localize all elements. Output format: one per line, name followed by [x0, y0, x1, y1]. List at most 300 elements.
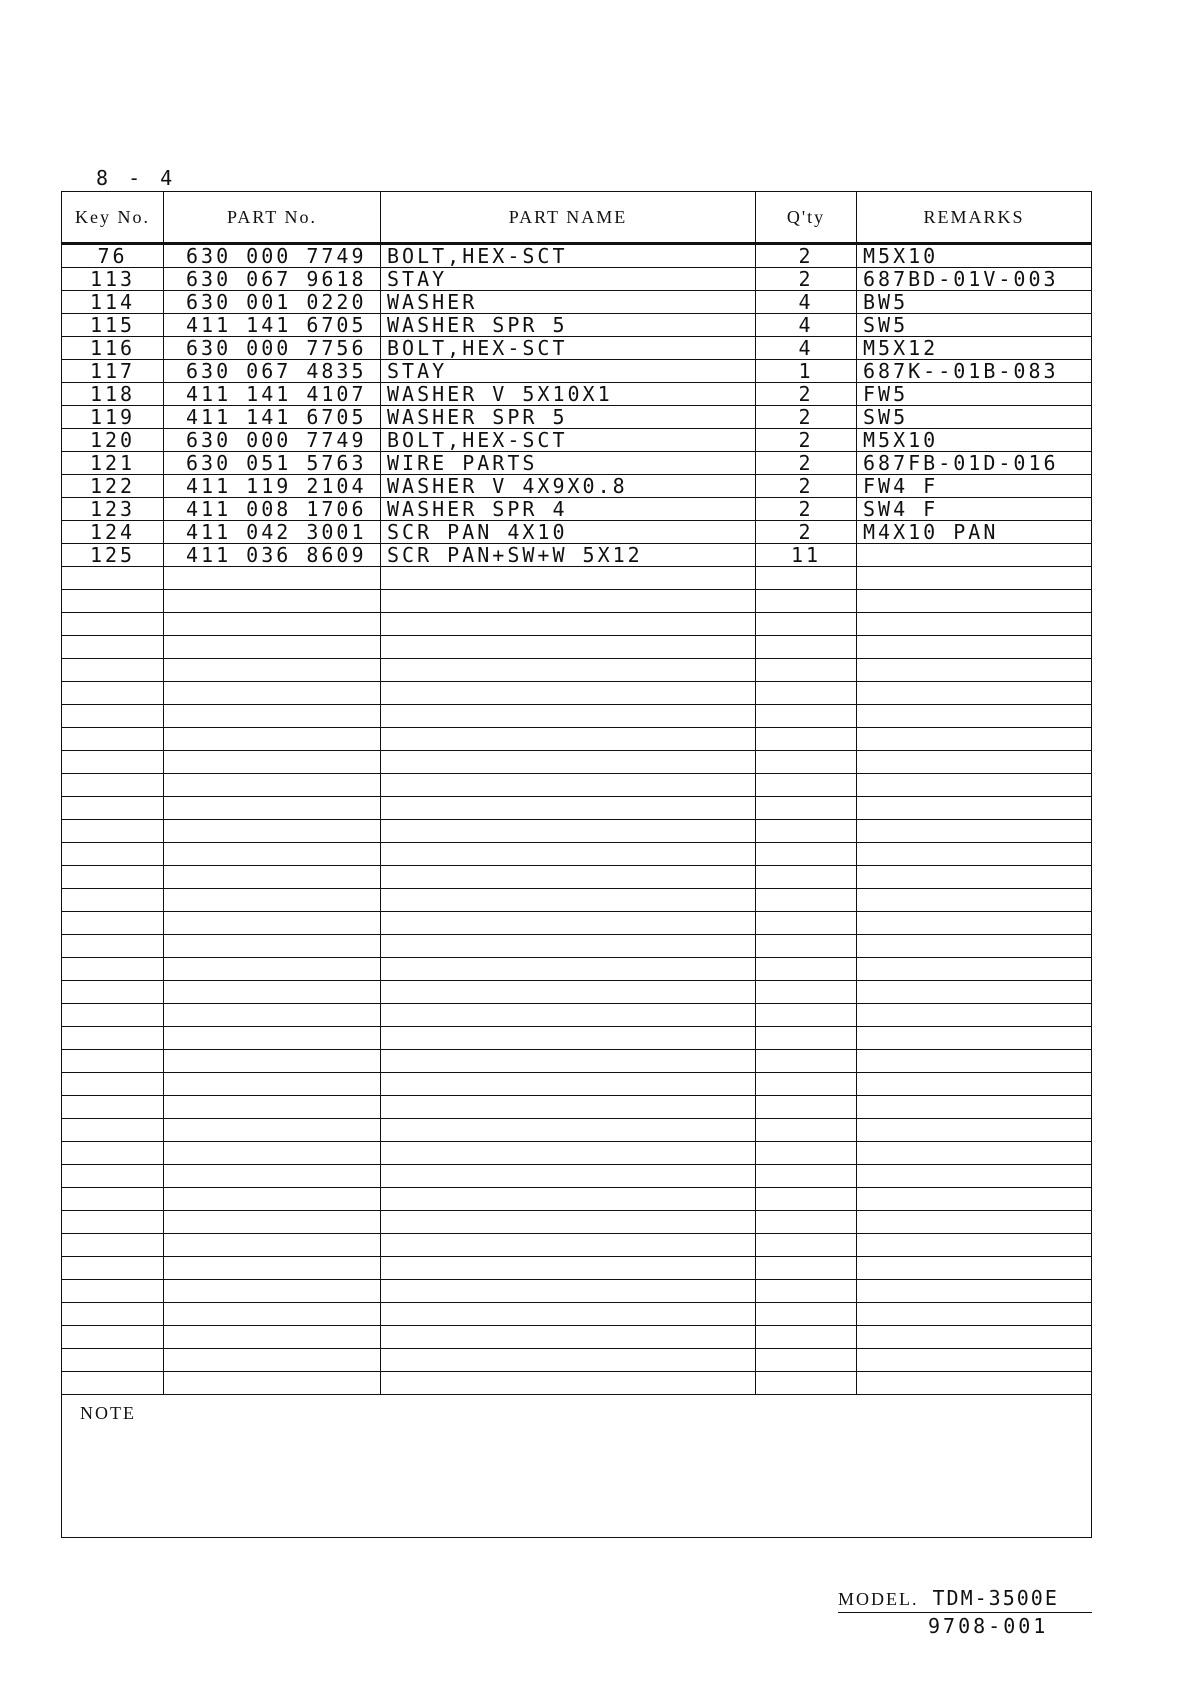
- cell-quantity-empty: [756, 889, 857, 912]
- cell-part-no-empty: [164, 728, 381, 751]
- cell-part-name-empty: [381, 1234, 756, 1257]
- cell-part-name: WASHER SPR 5: [381, 314, 756, 337]
- cell-quantity: 11: [756, 544, 857, 567]
- cell-part-name-empty: [381, 1165, 756, 1188]
- cell-quantity-empty: [756, 1165, 857, 1188]
- empty-table-row: [62, 1119, 1092, 1142]
- cell-quantity-empty: [756, 935, 857, 958]
- cell-part-name-empty: [381, 1349, 756, 1372]
- cell-part-name-empty: [381, 797, 756, 820]
- cell-part-no-empty: [164, 1119, 381, 1142]
- cell-quantity: 4: [756, 337, 857, 360]
- cell-part-name: SCR PAN 4X10: [381, 521, 756, 544]
- empty-table-row: [62, 590, 1092, 613]
- cell-remarks: M5X10: [857, 244, 1092, 268]
- header-part-no: PART No.: [164, 192, 381, 244]
- cell-part-name-empty: [381, 636, 756, 659]
- cell-quantity-empty: [756, 567, 857, 590]
- cell-remarks-empty: [857, 1004, 1092, 1027]
- cell-part-no: 630 000 7749: [164, 244, 381, 268]
- cell-remarks: M5X10: [857, 429, 1092, 452]
- cell-remarks: [857, 544, 1092, 567]
- cell-remarks-empty: [857, 1142, 1092, 1165]
- cell-remarks-empty: [857, 1188, 1092, 1211]
- header-quantity: Q'ty: [756, 192, 857, 244]
- cell-remarks: FW4 F: [857, 475, 1092, 498]
- cell-part-name-empty: [381, 1004, 756, 1027]
- cell-remarks-empty: [857, 1211, 1092, 1234]
- empty-table-row: [62, 636, 1092, 659]
- cell-part-name-empty: [381, 1257, 756, 1280]
- cell-quantity-empty: [756, 912, 857, 935]
- empty-table-row: [62, 682, 1092, 705]
- page-number: 8 - 4: [96, 166, 177, 190]
- cell-part-no-empty: [164, 1027, 381, 1050]
- empty-table-row: [62, 843, 1092, 866]
- cell-part-no-empty: [164, 590, 381, 613]
- cell-quantity-empty: [756, 728, 857, 751]
- cell-part-name: BOLT,HEX-SCT: [381, 337, 756, 360]
- cell-part-no-empty: [164, 843, 381, 866]
- cell-key-no-empty: [62, 1165, 164, 1188]
- cell-quantity-empty: [756, 1096, 857, 1119]
- cell-quantity-empty: [756, 820, 857, 843]
- cell-part-name-empty: [381, 613, 756, 636]
- cell-part-no-empty: [164, 567, 381, 590]
- cell-quantity-empty: [756, 1211, 857, 1234]
- empty-table-row: [62, 1073, 1092, 1096]
- cell-part-no-empty: [164, 797, 381, 820]
- cell-remarks-empty: [857, 636, 1092, 659]
- empty-table-row: [62, 567, 1092, 590]
- table-row: [62, 268, 1092, 291]
- cell-part-no: 630 067 4835: [164, 360, 381, 383]
- cell-key-no-empty: [62, 935, 164, 958]
- cell-key-no: 76: [62, 244, 164, 268]
- cell-key-no: 123: [62, 498, 164, 521]
- cell-part-name-empty: [381, 590, 756, 613]
- cell-part-name-empty: [381, 958, 756, 981]
- cell-part-no-empty: [164, 1257, 381, 1280]
- cell-key-no-empty: [62, 958, 164, 981]
- table-row: [62, 314, 1092, 337]
- cell-remarks-empty: [857, 751, 1092, 774]
- cell-remarks-empty: [857, 1096, 1092, 1119]
- table-row: [62, 452, 1092, 475]
- cell-quantity-empty: [756, 1372, 857, 1395]
- cell-key-no: 113: [62, 268, 164, 291]
- cell-remarks-empty: [857, 1119, 1092, 1142]
- cell-part-no-empty: [164, 774, 381, 797]
- cell-part-name-empty: [381, 981, 756, 1004]
- cell-key-no-empty: [62, 1372, 164, 1395]
- cell-key-no-empty: [62, 728, 164, 751]
- cell-part-no-empty: [164, 1280, 381, 1303]
- cell-part-no-empty: [164, 1349, 381, 1372]
- cell-part-no-empty: [164, 659, 381, 682]
- cell-part-no-empty: [164, 912, 381, 935]
- cell-remarks-empty: [857, 981, 1092, 1004]
- cell-quantity-empty: [756, 1257, 857, 1280]
- cell-quantity-empty: [756, 682, 857, 705]
- empty-table-row: [62, 912, 1092, 935]
- cell-quantity-empty: [756, 659, 857, 682]
- cell-part-no-empty: [164, 1004, 381, 1027]
- cell-key-no: 118: [62, 383, 164, 406]
- cell-key-no-empty: [62, 1303, 164, 1326]
- cell-key-no-empty: [62, 1257, 164, 1280]
- footer-model: [838, 1586, 1092, 1613]
- header-remarks: REMARKS: [857, 192, 1092, 244]
- cell-remarks-empty: [857, 728, 1092, 751]
- cell-remarks-empty: [857, 935, 1092, 958]
- cell-part-no: 630 001 0220: [164, 291, 381, 314]
- parts-table-body: [62, 244, 1092, 1395]
- cell-part-name-empty: [381, 935, 756, 958]
- cell-remarks-empty: [857, 590, 1092, 613]
- cell-key-no: 116: [62, 337, 164, 360]
- cell-part-no-empty: [164, 1073, 381, 1096]
- cell-remarks-empty: [857, 682, 1092, 705]
- cell-remarks-empty: [857, 1234, 1092, 1257]
- cell-quantity: 2: [756, 498, 857, 521]
- empty-table-row: [62, 1096, 1092, 1119]
- cell-key-no-empty: [62, 1004, 164, 1027]
- cell-remarks-empty: [857, 1027, 1092, 1050]
- cell-part-name-empty: [381, 843, 756, 866]
- cell-remarks-empty: [857, 567, 1092, 590]
- cell-key-no: 120: [62, 429, 164, 452]
- cell-quantity: 4: [756, 291, 857, 314]
- cell-quantity-empty: [756, 590, 857, 613]
- cell-key-no-empty: [62, 797, 164, 820]
- cell-key-no-empty: [62, 705, 164, 728]
- cell-part-name: STAY: [381, 268, 756, 291]
- cell-key-no-empty: [62, 889, 164, 912]
- cell-key-no-empty: [62, 1119, 164, 1142]
- empty-table-row: [62, 1326, 1092, 1349]
- cell-quantity: 2: [756, 244, 857, 268]
- cell-key-no-empty: [62, 1027, 164, 1050]
- cell-key-no-empty: [62, 981, 164, 1004]
- cell-part-name-empty: [381, 567, 756, 590]
- cell-remarks-empty: [857, 1326, 1092, 1349]
- cell-key-no-empty: [62, 659, 164, 682]
- empty-table-row: [62, 1004, 1092, 1027]
- cell-quantity-empty: [756, 843, 857, 866]
- cell-key-no-empty: [62, 1142, 164, 1165]
- cell-part-no-empty: [164, 981, 381, 1004]
- cell-part-no: 630 000 7749: [164, 429, 381, 452]
- cell-remarks: 687K--01B-083: [857, 360, 1092, 383]
- empty-table-row: [62, 1050, 1092, 1073]
- cell-key-no-empty: [62, 866, 164, 889]
- model-prefix: MODEL.: [838, 1589, 919, 1609]
- cell-quantity: 2: [756, 475, 857, 498]
- cell-quantity-empty: [756, 774, 857, 797]
- cell-quantity-empty: [756, 1349, 857, 1372]
- cell-remarks-empty: [857, 820, 1092, 843]
- cell-part-name: SCR PAN+SW+W 5X12: [381, 544, 756, 567]
- empty-table-row: [62, 889, 1092, 912]
- cell-part-no-empty: [164, 866, 381, 889]
- cell-remarks: M4X10 PAN: [857, 521, 1092, 544]
- cell-part-no-empty: [164, 1303, 381, 1326]
- cell-remarks-empty: [857, 866, 1092, 889]
- table-row: [62, 406, 1092, 429]
- cell-quantity-empty: [756, 636, 857, 659]
- table-row: [62, 498, 1092, 521]
- cell-part-name-empty: [381, 1188, 756, 1211]
- cell-part-name: BOLT,HEX-SCT: [381, 429, 756, 452]
- cell-part-no: 411 119 2104: [164, 475, 381, 498]
- table-row: [62, 291, 1092, 314]
- cell-quantity-empty: [756, 613, 857, 636]
- cell-remarks: SW4 F: [857, 498, 1092, 521]
- cell-key-no: 115: [62, 314, 164, 337]
- cell-key-no: 121: [62, 452, 164, 475]
- empty-table-row: [62, 1303, 1092, 1326]
- cell-remarks-empty: [857, 1280, 1092, 1303]
- note-row: [62, 1395, 1092, 1538]
- cell-remarks: 687FB-01D-016: [857, 452, 1092, 475]
- cell-key-no-empty: [62, 1326, 164, 1349]
- cell-part-name-empty: [381, 751, 756, 774]
- cell-remarks: M5X12: [857, 337, 1092, 360]
- cell-key-no-empty: [62, 1073, 164, 1096]
- cell-quantity-empty: [756, 1142, 857, 1165]
- cell-part-name-empty: [381, 1303, 756, 1326]
- cell-remarks-empty: [857, 843, 1092, 866]
- cell-key-no: 114: [62, 291, 164, 314]
- cell-key-no-empty: [62, 1349, 164, 1372]
- cell-part-name-empty: [381, 774, 756, 797]
- cell-key-no-empty: [62, 1096, 164, 1119]
- empty-table-row: [62, 1165, 1092, 1188]
- cell-part-no: 630 051 5763: [164, 452, 381, 475]
- empty-table-row: [62, 1234, 1092, 1257]
- cell-remarks-empty: [857, 1303, 1092, 1326]
- cell-quantity-empty: [756, 1073, 857, 1096]
- cell-part-no-empty: [164, 1165, 381, 1188]
- cell-part-no-empty: [164, 958, 381, 981]
- empty-table-row: [62, 774, 1092, 797]
- cell-remarks: BW5: [857, 291, 1092, 314]
- cell-part-no-empty: [164, 682, 381, 705]
- cell-quantity: 2: [756, 429, 857, 452]
- empty-table-row: [62, 797, 1092, 820]
- cell-key-no-empty: [62, 1280, 164, 1303]
- cell-part-name: WASHER SPR 4: [381, 498, 756, 521]
- cell-part-name-empty: [381, 1096, 756, 1119]
- cell-remarks: SW5: [857, 406, 1092, 429]
- cell-part-name-empty: [381, 659, 756, 682]
- empty-table-row: [62, 1257, 1092, 1280]
- cell-key-no: 122: [62, 475, 164, 498]
- cell-quantity: 1: [756, 360, 857, 383]
- cell-key-no-empty: [62, 567, 164, 590]
- cell-quantity-empty: [756, 1280, 857, 1303]
- cell-part-name-empty: [381, 1073, 756, 1096]
- cell-key-no: 117: [62, 360, 164, 383]
- cell-quantity-empty: [756, 1027, 857, 1050]
- cell-remarks-empty: [857, 613, 1092, 636]
- cell-part-name-empty: [381, 889, 756, 912]
- cell-key-no-empty: [62, 820, 164, 843]
- header-part-name: PART NAME: [381, 192, 756, 244]
- cell-remarks: FW5: [857, 383, 1092, 406]
- cell-part-name: WASHER: [381, 291, 756, 314]
- cell-part-no: 411 008 1706: [164, 498, 381, 521]
- empty-table-row: [62, 728, 1092, 751]
- note-box: [62, 1395, 1092, 1538]
- cell-quantity-empty: [756, 958, 857, 981]
- cell-quantity-empty: [756, 1188, 857, 1211]
- cell-part-no-empty: [164, 1188, 381, 1211]
- cell-part-name-empty: [381, 820, 756, 843]
- note-label: NOTE: [80, 1403, 136, 1423]
- cell-remarks-empty: [857, 1372, 1092, 1395]
- cell-part-name: BOLT,HEX-SCT: [381, 244, 756, 268]
- cell-key-no-empty: [62, 774, 164, 797]
- cell-part-no-empty: [164, 1142, 381, 1165]
- cell-quantity-empty: [756, 751, 857, 774]
- cell-quantity: 4: [756, 314, 857, 337]
- cell-quantity: 2: [756, 406, 857, 429]
- cell-quantity-empty: [756, 705, 857, 728]
- empty-table-row: [62, 1211, 1092, 1234]
- cell-quantity-empty: [756, 1234, 857, 1257]
- cell-key-no-empty: [62, 1050, 164, 1073]
- cell-quantity: 2: [756, 383, 857, 406]
- empty-table-row: [62, 1372, 1092, 1395]
- cell-key-no-empty: [62, 843, 164, 866]
- cell-remarks-empty: [857, 774, 1092, 797]
- table-row: [62, 521, 1092, 544]
- cell-part-name-empty: [381, 866, 756, 889]
- cell-part-no-empty: [164, 1326, 381, 1349]
- cell-part-name: STAY: [381, 360, 756, 383]
- cell-remarks-empty: [857, 958, 1092, 981]
- cell-part-name-empty: [381, 1050, 756, 1073]
- table-header-row: [62, 192, 1092, 244]
- cell-part-name: WASHER V 4X9X0.8: [381, 475, 756, 498]
- cell-key-no-empty: [62, 636, 164, 659]
- cell-part-name-empty: [381, 1211, 756, 1234]
- cell-key-no-empty: [62, 590, 164, 613]
- cell-key-no: 125: [62, 544, 164, 567]
- table-row: [62, 337, 1092, 360]
- empty-table-row: [62, 935, 1092, 958]
- cell-part-no: 630 000 7756: [164, 337, 381, 360]
- empty-table-row: [62, 705, 1092, 728]
- cell-part-no: 411 141 4107: [164, 383, 381, 406]
- cell-part-no-empty: [164, 751, 381, 774]
- cell-key-no-empty: [62, 1234, 164, 1257]
- empty-table-row: [62, 751, 1092, 774]
- cell-part-name-empty: [381, 1372, 756, 1395]
- table-row: [62, 360, 1092, 383]
- cell-remarks-empty: [857, 1050, 1092, 1073]
- cell-part-name-empty: [381, 705, 756, 728]
- cell-remarks-empty: [857, 912, 1092, 935]
- cell-quantity-empty: [756, 797, 857, 820]
- cell-key-no-empty: [62, 1188, 164, 1211]
- cell-key-no-empty: [62, 751, 164, 774]
- cell-part-no-empty: [164, 1050, 381, 1073]
- cell-part-no-empty: [164, 636, 381, 659]
- cell-part-no: 411 141 6705: [164, 406, 381, 429]
- cell-part-name-empty: [381, 912, 756, 935]
- table-row: [62, 475, 1092, 498]
- table-row: [62, 383, 1092, 406]
- cell-part-no: 630 067 9618: [164, 268, 381, 291]
- model-value: TDM-3500E: [932, 1586, 1059, 1610]
- cell-part-name-empty: [381, 1027, 756, 1050]
- cell-key-no-empty: [62, 682, 164, 705]
- empty-table-row: [62, 613, 1092, 636]
- empty-table-row: [62, 1027, 1092, 1050]
- cell-part-name-empty: [381, 1326, 756, 1349]
- cell-part-no-empty: [164, 820, 381, 843]
- cell-part-name-empty: [381, 682, 756, 705]
- cell-part-no-empty: [164, 1211, 381, 1234]
- cell-remarks-empty: [857, 705, 1092, 728]
- table-row: [62, 244, 1092, 268]
- cell-part-name-empty: [381, 1142, 756, 1165]
- cell-part-no: 411 141 6705: [164, 314, 381, 337]
- cell-part-no: 411 036 8609: [164, 544, 381, 567]
- cell-part-name-empty: [381, 1280, 756, 1303]
- cell-key-no-empty: [62, 1211, 164, 1234]
- cell-quantity: 2: [756, 521, 857, 544]
- cell-part-no-empty: [164, 1096, 381, 1119]
- header-key-no: Key No.: [62, 192, 164, 244]
- empty-table-row: [62, 1280, 1092, 1303]
- cell-part-no-empty: [164, 889, 381, 912]
- cell-part-name-empty: [381, 1119, 756, 1142]
- cell-part-name-empty: [381, 728, 756, 751]
- empty-table-row: [62, 958, 1092, 981]
- cell-key-no: 124: [62, 521, 164, 544]
- cell-part-no-empty: [164, 613, 381, 636]
- cell-quantity: 2: [756, 452, 857, 475]
- empty-table-row: [62, 820, 1092, 843]
- cell-quantity-empty: [756, 866, 857, 889]
- empty-table-row: [62, 659, 1092, 682]
- cell-quantity-empty: [756, 1326, 857, 1349]
- cell-remarks: SW5: [857, 314, 1092, 337]
- cell-quantity-empty: [756, 981, 857, 1004]
- table-row: [62, 544, 1092, 567]
- cell-part-no-empty: [164, 1234, 381, 1257]
- footer-document-code: 9708-001: [928, 1614, 1049, 1638]
- parts-list-table: [61, 191, 1092, 1538]
- empty-table-row: [62, 981, 1092, 1004]
- cell-remarks-empty: [857, 659, 1092, 682]
- cell-part-name: WIRE PARTS: [381, 452, 756, 475]
- table-row: [62, 429, 1092, 452]
- cell-part-no-empty: [164, 705, 381, 728]
- cell-remarks: 687BD-01V-003: [857, 268, 1092, 291]
- cell-remarks-empty: [857, 889, 1092, 912]
- empty-table-row: [62, 1188, 1092, 1211]
- cell-quantity: 2: [756, 268, 857, 291]
- cell-remarks-empty: [857, 1257, 1092, 1280]
- cell-quantity-empty: [756, 1303, 857, 1326]
- cell-quantity-empty: [756, 1004, 857, 1027]
- empty-table-row: [62, 866, 1092, 889]
